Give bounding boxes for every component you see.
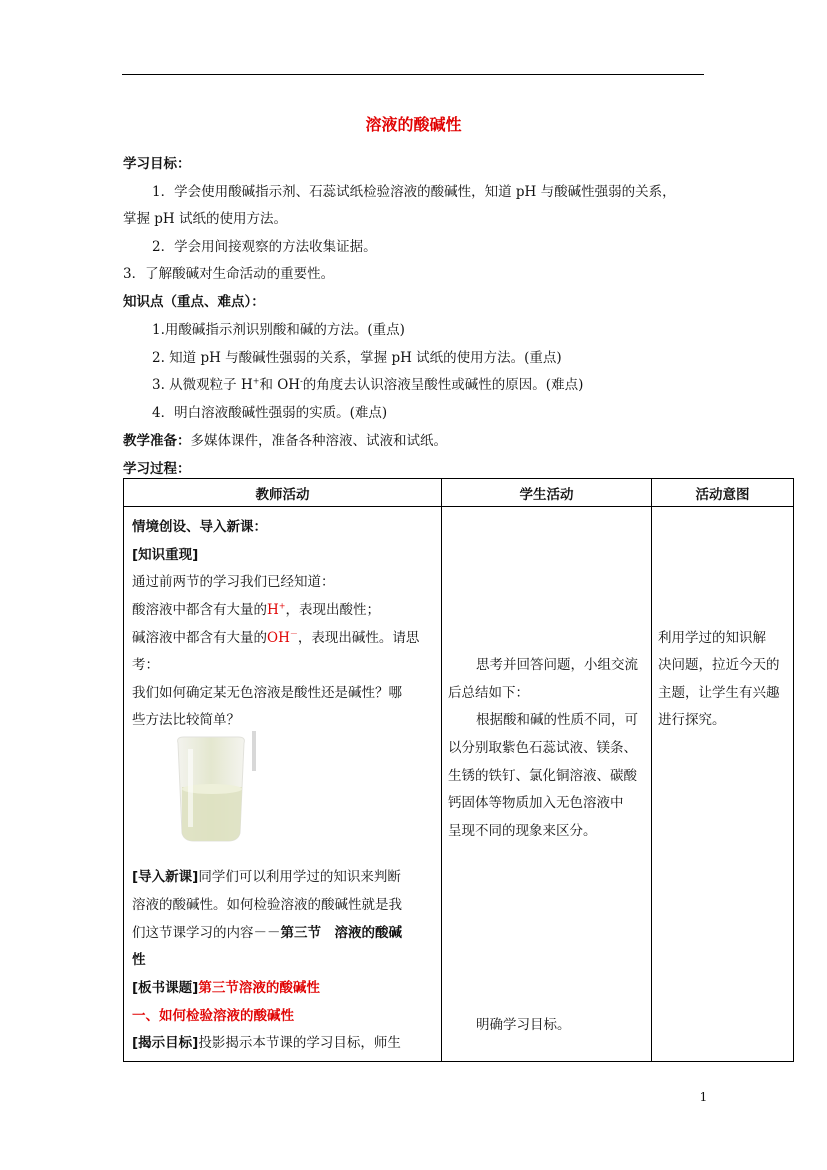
- intent-p2: 决问题，拉近今天的: [658, 657, 780, 673]
- teacher-l11: 们这节课学习的内容－－第三节 溶液的酸碱: [132, 925, 402, 941]
- knowledge-1: 1.用酸碱指示剂识别酸和碱的方法。(重点): [152, 322, 405, 338]
- student-p8: 明确学习目标。: [476, 1017, 571, 1033]
- table-header-row: [124, 479, 794, 507]
- teacher-l7: 我们如何确定某无色溶液是酸性还是碱性？哪: [132, 685, 402, 701]
- student-cell: [442, 507, 652, 1062]
- teacher-l9: [导入新课]同学们可以利用学过的知识来判断: [132, 869, 401, 885]
- teacher-l8: 些方法比较简单？: [132, 712, 240, 728]
- objective-1a: 1．学会使用酸碱指示剂、石蕊试纸检验溶液的酸碱性，知道 pH 与酸碱性强弱的关系，: [152, 184, 676, 200]
- teacher-l3: 通过前两节的学习我们已经知道：: [132, 574, 335, 590]
- student-p6: 钙固体等物质加入无色溶液中: [448, 795, 624, 811]
- student-p1: 思考并回答问题，小组交流: [476, 657, 638, 673]
- header-student: 学生活动: [442, 479, 652, 507]
- teacher-l15: [揭示目标]投影揭示本节课的学习目标，师生: [132, 1035, 401, 1051]
- knowledge-3: 3. 从微观粒子 H+和 OH-的角度去认识溶液呈酸性或碱性的原因。(难点): [152, 376, 584, 393]
- teacher-cell: [124, 507, 442, 1062]
- intent-p3: 主题，让学生有兴趣: [658, 685, 780, 701]
- lesson-table: [123, 478, 794, 1062]
- knowledge-4: 4．明白溶液酸碱性强弱的实质。(难点): [152, 405, 388, 421]
- intent-cell: [652, 507, 794, 1062]
- teacher-l5: 碱溶液中都含有大量的OH－，表现出碱性。请思: [132, 629, 420, 646]
- page-number: 1: [699, 1090, 708, 1104]
- knowledge-2: 2. 知道 pH 与酸碱性强弱的关系，掌握 pH 试纸的使用方法。(重点): [152, 350, 562, 366]
- header-teacher: 教师活动: [124, 479, 442, 507]
- student-p7: 呈现不同的现象来区分。: [448, 823, 597, 839]
- intent-p4: 进行探究。: [658, 712, 726, 728]
- student-p5: 生锈的铁钉、氯化铜溶液、碳酸: [448, 768, 637, 784]
- teacher-l14: 一、如何检验溶液的酸碱性: [132, 1008, 294, 1024]
- document-title: 溶液的酸碱性: [365, 115, 462, 134]
- student-p3: 根据酸和碱的性质不同，可: [476, 712, 638, 728]
- teacher-l4: 酸溶液中都含有大量的H+，表现出酸性；: [132, 601, 380, 618]
- header-intent: 活动意图: [652, 479, 794, 507]
- process-heading: 学习过程：: [123, 461, 191, 477]
- teacher-l10: 溶液的酸碱性。如何检验溶液的酸碱性就是我: [132, 897, 402, 913]
- intent-p1: 利用学过的知识解: [658, 630, 766, 646]
- teacher-l2: [知识重现]: [132, 547, 199, 563]
- objectives-heading: 学习目标：: [123, 156, 191, 172]
- teacher-l12: 性: [132, 952, 146, 968]
- teacher-l1: 情境创设、导入新课：: [132, 519, 267, 535]
- student-p4: 以分别取紫色石蕊试液、镁条、: [448, 740, 637, 756]
- objective-1b: 掌握 pH 试纸的使用方法。: [123, 211, 287, 227]
- table-row: [124, 507, 794, 1062]
- objective-3: 3．了解酸碱对生命活动的重要性。: [123, 266, 335, 282]
- header-rule: [122, 74, 704, 75]
- prep-line: 教学准备：多媒体课件，准备各种溶液、试液和试纸。: [123, 433, 447, 449]
- objective-2: 2．学会用间接观察的方法收集证据。: [152, 239, 377, 255]
- beaker-image: [166, 729, 258, 847]
- teacher-l6: 考：: [132, 657, 159, 673]
- knowledge-heading: 知识点（重点、难点）：: [123, 294, 265, 310]
- teacher-l13: [板书课题]第三节溶液的酸碱性: [132, 980, 320, 996]
- student-p2: 后总结如下：: [448, 685, 529, 701]
